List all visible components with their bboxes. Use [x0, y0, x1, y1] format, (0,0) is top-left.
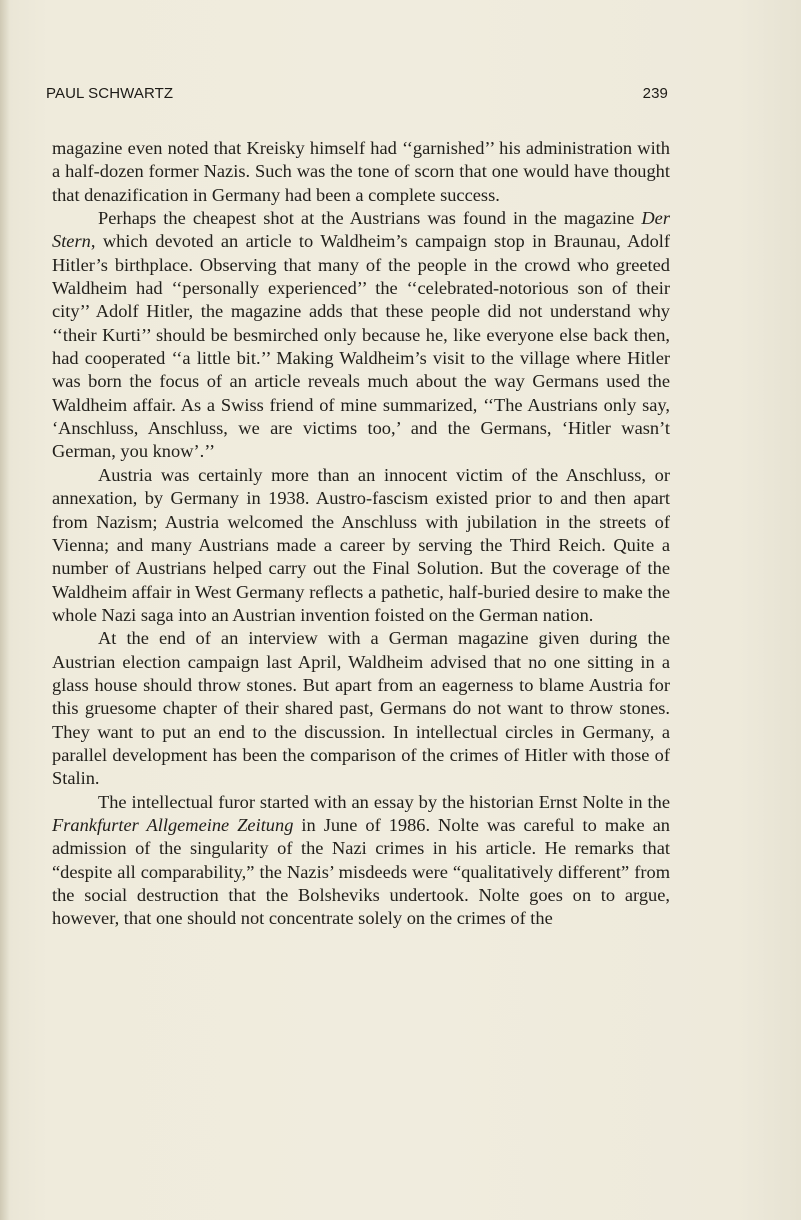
paragraph-text: Austria was certainly more than an innocent victim of the Anschluss, or annexation, by Germany in 1938. Austro-fascism existed prior to and then apart from Nazism; Austria welcomed the Anschluss with jubilation in the streets of Vienna; and many Austrians made a career by serving the Third Reich. Quite a number of Austrians helped carry out the Final Solution. But the coverage of the Waldheim affair in West Germany reflects a pathetic, half-buried desire to make the whole Nazi saga into an Austrian invention foisted on the German nation.: [52, 464, 670, 625]
paragraph-text: in June of 1986. Nolte was careful to make an admission of the singularity of the Nazi crimes in his article. He remarks that “despite all comparability,” the Nazis’ misdeeds were “qualitatively different” from the social destruction that the Bolsheviks undertook. Nolte goes on to argue, however, that one should not concentrate solely on the crimes of the: [52, 814, 670, 929]
paragraph: [52, 464, 670, 627]
running-head: [46, 85, 668, 107]
paragraph: [52, 137, 670, 207]
paragraph-text: At the end of an interview with a German magazine given during the Austrian election campaign last April, Waldheim advised that no one sitting in a glass house should throw stones. But apart from an eagerness to blame Austria for this gruesome chapter of their shared past, Germans do not want to throw stones. They want to put an end to the discussion. In intellectual circles in Germany, a parallel development has been the comparison of the crimes of Hitler with those of Stalin.: [52, 628, 670, 789]
paragraph-text: magazine even noted that Kreisky himself had ‘‘garnished’’ his administration with a half-dozen former Nazis. Such was the tone of scorn that one would have thought that denazification in Germany had been a complete success.: [52, 138, 670, 205]
running-head-author: PAUL SCHWARTZ: [46, 85, 174, 102]
paragraph-text: Perhaps the cheapest shot at the Austrians was found in the magazine: [98, 208, 642, 229]
paragraph-text: The intellectual furor started with an essay by the historian Ernst Nolte in the: [98, 791, 670, 812]
newspaper-title: Frankfurter Allgemeine Zeitung: [52, 814, 294, 835]
paragraph: [52, 627, 670, 790]
page-gutter-shadow: [0, 0, 10, 1220]
page-number: 239: [642, 85, 668, 102]
magazine-title: Der Stern: [52, 208, 670, 252]
paragraph-text: , which devoted an article to Waldheim’s campaign stop in Braunau, Adolf Hitler’s birthplace. Observing that many of the people in the crowd who greeted Waldheim had ‘‘personally experienced’’ the ‘‘celebrated-notorious son of their city’’ Adolf Hitler, the magazine adds that these people did not understand why ‘‘their Kurti’’ should be besmirched only because he, like everyone else back then, had cooperated ‘‘a little bit.’’ Making Waldheim’s visit to the village where Hitler was born the focus of an article reveals much about the way Germans used the Waldheim affair. As a Swiss friend of mine summarized, ‘‘The Austrians only say, ‘Anschluss, Anschluss, we are victims too,’ and the Germans, ‘Hitler wasn’t German, you know’.’’: [52, 231, 670, 462]
paragraph: [52, 207, 670, 464]
body-text: [52, 137, 670, 931]
paragraph: [52, 791, 670, 931]
